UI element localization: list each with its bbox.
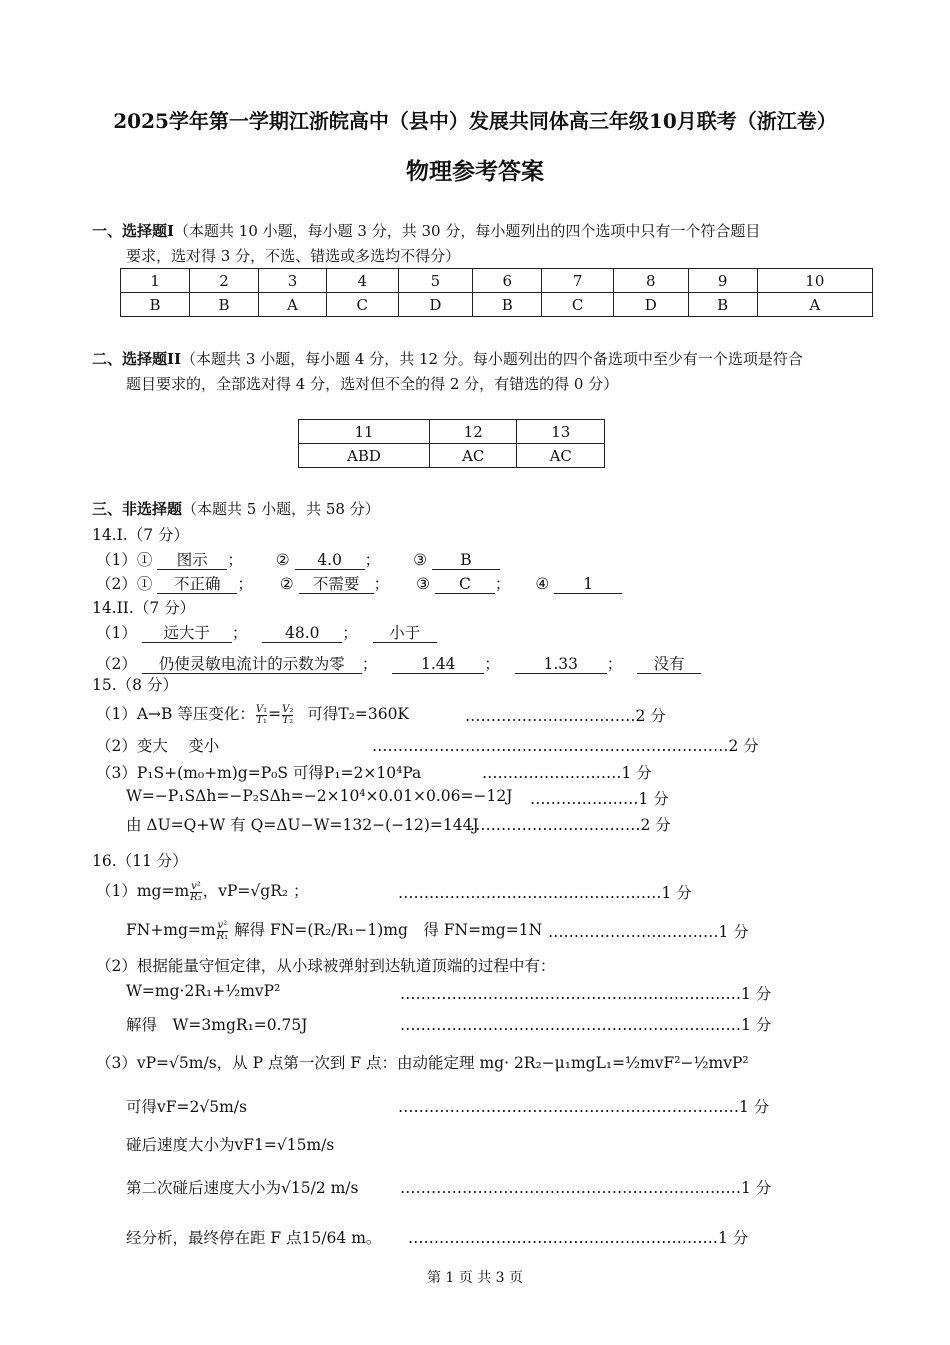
separator: ； [231, 624, 248, 642]
section1-heading: 一、选择题I [92, 222, 175, 240]
answer-blank: 1.44 [392, 656, 484, 674]
q15-score4: …………………1 分 [530, 790, 669, 808]
q16-label: 16.（11 分） [92, 852, 188, 870]
q16-score2: ……………………………1 分 [548, 923, 749, 941]
question-number-cell: 11 [299, 420, 430, 444]
answer-cell: C [542, 293, 614, 317]
part-label: （2）① [96, 575, 153, 593]
answer-blank: 没有 [637, 656, 701, 674]
question-number-cell: 9 [688, 269, 757, 293]
separator: ； [342, 624, 358, 642]
section3-heading-line [92, 498, 380, 519]
q15-score1: ……………………………2 分 [465, 707, 666, 725]
section2-desc-line1: （本题共 3 小题，每小题 4 分，共 12 分。每小题列出的四个备选项中至少有一个选项是符合 [181, 350, 803, 368]
answer-key-title: 物理参考答案 [406, 158, 544, 185]
q16-line3: （2）根据能量守恒定律，从小球被弹射到达轨道顶端的过程中有： [96, 957, 556, 975]
separator: ； [484, 655, 500, 673]
q16-line2 [126, 918, 542, 942]
section3-desc: （本题共 5 小题，共 58 分） [182, 500, 380, 518]
q15-score2: ……………………………………………………………2 分 [372, 737, 759, 755]
answer-cell: C [326, 293, 398, 317]
answer-cell: A [259, 293, 327, 317]
q15-line1: （1）A→B 等压变化： $\frac{\text{V₁}}{\text{T₁}}$ = $\frac{\text{V₂}}{\text{T₂}}$ 可得T₂=360K [96, 703, 410, 726]
section1-answer-row [121, 293, 873, 317]
answer-blank: 不需要 [299, 576, 374, 594]
step-text: （1）mg=m [96, 882, 190, 900]
question-number-cell: 6 [473, 269, 542, 293]
q16-score5: …………………………………………………………1 分 [400, 1016, 772, 1034]
answer-cell: D [613, 293, 688, 317]
separator: ； [361, 655, 378, 673]
step-text: ，vP=√gR₂ ； [202, 882, 309, 900]
section1-desc-line2: 要求，选对得 3 分，不选、错选或多选均不得分） [126, 247, 461, 265]
separator: ； [494, 575, 511, 593]
section2-answer-table [298, 419, 605, 468]
circle-number: ④ [535, 575, 550, 593]
answer-cell: B [473, 293, 542, 317]
q15-score5: ……………………………2 分 [470, 816, 671, 834]
q16-line10: 经分析，最终停在距 F 点15/64 m。 [126, 1229, 382, 1247]
q14-1-label: 14.I.（7 分） [92, 526, 189, 544]
circle-number: ③ [416, 575, 430, 593]
q15-line2: （2）变大 变小 [96, 737, 220, 755]
question-number-cell: 3 [259, 269, 327, 293]
ratio-v1-t1: $\frac{\text{V₁}}{\text{T₁}}$ [255, 703, 268, 726]
section2-desc-line2: 题目要求的，全部选对得 4 分，选对但不全的得 2 分，有错选的得 0 分） [126, 375, 619, 393]
section1-answer-table [120, 268, 873, 317]
answer-cell: B [121, 293, 190, 317]
question-number-cell: 2 [190, 269, 259, 293]
q16-line8: 碰后速度大小为vF1=√15m/s [126, 1136, 335, 1154]
q16-line5: 解得 W=3mgR₁=0.75J [126, 1016, 308, 1034]
page-footer: 第 1 页 共 3 页 [426, 1270, 524, 1286]
question-number-cell: 7 [542, 269, 614, 293]
section1-desc-line1: （本题共 10 小题，每小题 3 分，共 30 分，每小题列出的四个选项中只有一个符合题目 [174, 222, 761, 240]
answer-blank: B [432, 552, 500, 570]
part-label: （1） [96, 624, 137, 642]
answer-blank: 图示 [157, 552, 227, 570]
question-number-cell: 1 [121, 269, 190, 293]
section3-heading: 三、非选择题 [92, 500, 183, 518]
exam-title: 2025学年第一学期江浙皖高中（县中）发展共同体高三年级10月联考（浙江卷） [113, 109, 837, 133]
question-number-cell: 8 [613, 269, 688, 293]
q14-2-label: 14.II.（7 分） [92, 599, 196, 617]
q15-line5: 由 ΔU=Q+W 有 Q=ΔU−W=132−(−12)=144J [126, 816, 479, 834]
separator: ； [373, 575, 390, 593]
q16-score7: …………………………………………………………1 分 [398, 1098, 770, 1116]
q16-line6: （3）vP=√5m/s，从 P 点第一次到 F 点：由动能定理 mg· 2R₂−μ₁mgL₁=½mvF²−½mvP² [96, 1054, 749, 1072]
answer-cell: D [398, 293, 473, 317]
separator: ； [606, 655, 623, 673]
answer-cell: A [757, 293, 872, 317]
separator: ； [364, 551, 381, 569]
answer-cell: B [688, 293, 757, 317]
separator: ； [237, 575, 253, 593]
q15-label: 15.（8 分） [92, 676, 178, 694]
q15-line4: W=−P₁SΔh=−P₂SΔh=−2×10⁴×0.01×0.06=−12J [126, 787, 513, 805]
answer-cell: B [190, 293, 259, 317]
section1-heading-line [92, 220, 760, 241]
answer-blank: 1 [554, 576, 622, 594]
answer-cell: AC [429, 444, 517, 468]
q16-score4: …………………………………………………………1 分 [400, 985, 772, 1003]
q16-score9: …………………………………………………………1 分 [400, 1179, 772, 1197]
q16-score1: ……………………………………………1 分 [398, 884, 692, 902]
circle-number: ② [279, 575, 294, 593]
part-label: （2） [96, 655, 137, 673]
separator: ； [227, 551, 243, 569]
q15-score3: ………………………1 分 [482, 764, 652, 782]
answer-blank: 小于 [373, 625, 437, 643]
question-number-cell: 13 [517, 420, 605, 444]
circle-number: ② [275, 551, 290, 569]
q14-2-part1 [96, 621, 437, 643]
q14-1-part2 [96, 572, 622, 594]
question-number-cell: 12 [429, 420, 517, 444]
step-result: 可得T₂=360K [307, 705, 410, 723]
answer-blank: 1.33 [515, 656, 607, 674]
question-number-cell: 5 [398, 269, 473, 293]
q16-line4: W=mg·2R₁+½mvP² [126, 982, 281, 1000]
section2-number-row [299, 420, 605, 444]
answer-cell: AC [517, 444, 605, 468]
ratio-v2-t2: $\frac{\text{V₂}}{\text{T₂}}$ [282, 703, 294, 726]
answer-blank: 远大于 [142, 625, 232, 643]
step-text: FN+mg=m [126, 921, 216, 939]
q14-2-part2 [96, 652, 701, 674]
q16-line1 [96, 879, 309, 903]
answer-cell: ABD [299, 444, 430, 468]
fraction-vp2-r1: $\frac{\text{v²}}{\text{R₁}}$ [216, 919, 229, 942]
q16-line7: 可得vF=2√5m/s [126, 1098, 247, 1116]
section2-answer-row [299, 444, 605, 468]
step-text: 解得 FN=(R₂/R₁−1)mg 得 FN=mg=1N [234, 921, 543, 939]
answer-blank: 4.0 [295, 552, 365, 570]
answer-blank: 48.0 [262, 625, 342, 643]
section1-number-row [121, 269, 873, 293]
part-label: （1）① [96, 551, 153, 569]
circle-number: ③ [413, 551, 427, 569]
q16-score10: ……………………………………………………1 分 [408, 1229, 749, 1247]
q16-line9: 第二次碰后速度大小为√15/2 m/s [126, 1179, 359, 1197]
question-number-cell: 4 [326, 269, 398, 293]
question-number-cell: 10 [757, 269, 872, 293]
fraction-vp2-r2: $\frac{\text{v²}}{\text{R₂}}$ [190, 880, 202, 903]
answer-blank: 不正确 [157, 576, 237, 594]
q14-1-part1 [96, 548, 500, 570]
q15-line3: （3）P₁S+(m₀+m)g=P₀S 可得P₁=2×10⁴Pa [96, 764, 422, 782]
answer-blank: C [435, 576, 495, 594]
answer-blank: 仍使灵敏电流计的示数为零 [142, 656, 362, 674]
section2-heading: 二、选择题II [92, 350, 182, 368]
section2-heading-line [92, 348, 803, 369]
step-text: （1）A→B 等压变化： [96, 705, 255, 723]
